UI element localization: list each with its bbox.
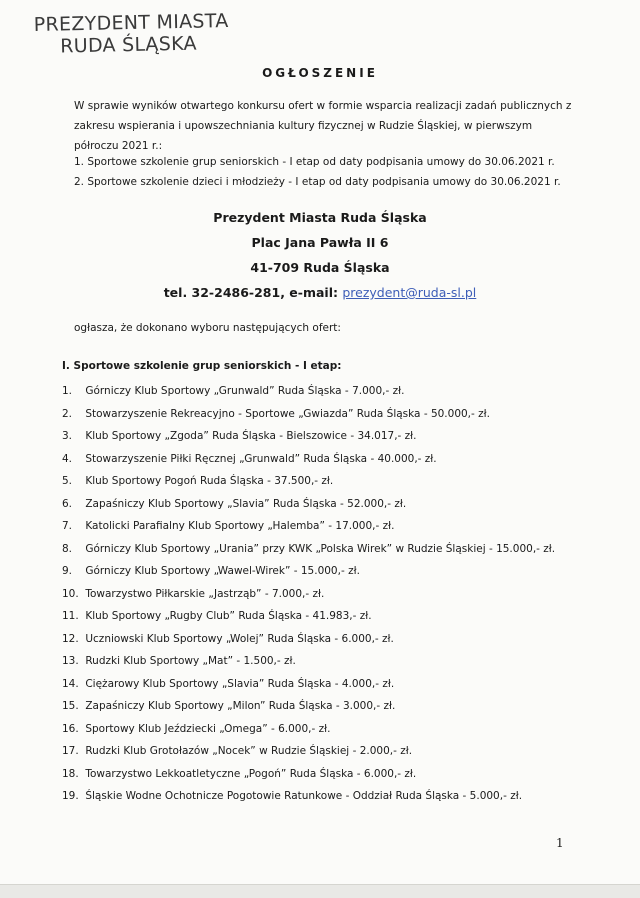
offer-item [62, 425, 555, 448]
offer-number: 10. [62, 587, 79, 600]
stamp-line-1: PREZYDENT MIASTA [33, 9, 229, 37]
offer-text: Uczniowski Klub Sportowy „Wolej” Ruda Śląska - 6.000,- zł. [85, 632, 394, 645]
offer-text: Górniczy Klub Sportowy „Wawel-Wirek” - 15.000,- zł. [85, 565, 360, 577]
offer-item [62, 470, 555, 493]
offer-item [62, 493, 555, 516]
offer-text: Towarzystwo Piłkarskie „Jastrząb” - 7.000,- zł. [85, 587, 325, 600]
offer-item [62, 673, 555, 696]
offer-item [62, 583, 555, 606]
offer-number: 15. [62, 700, 79, 712]
address-contact [0, 280, 640, 305]
scan-edge [0, 884, 640, 898]
offer-text: Towarzystwo Lekkoatletyczne „Pogoń” Ruda Śląska - 6.000,- zł. [85, 767, 417, 780]
mayor-stamp [34, 10, 230, 58]
offer-number: 1. [62, 385, 73, 397]
offer-text: Katolicki Parafialny Klub Sportowy „Halemba” - 17.000,- zł. [85, 520, 395, 532]
task-item: 1. Sportowe szkolenie grup seniorskich - I etap od daty podpisania umowy do 30.06.2021 r. [74, 156, 555, 168]
offer-number: 2. [62, 407, 73, 420]
offer-item [62, 695, 555, 718]
contact-prefix: tel. 32-2486-281, e-mail: [163, 285, 343, 300]
offer-text: Stowarzyszenie Piłki Ręcznej „Grunwald” Ruda Śląska - 40.000,- zł. [85, 452, 437, 465]
offer-text: Ciężarowy Klub Sportowy „Slavia” Ruda Śląska - 4.000,- zł. [85, 677, 395, 690]
task-list [74, 152, 561, 192]
offer-number: 8. [62, 542, 73, 555]
announce-text: ogłasza, że dokonano wyboru następujących ofert: [74, 322, 341, 334]
offer-number: 7. [62, 520, 73, 532]
offer-number: 13. [62, 655, 79, 667]
offer-item [62, 403, 555, 426]
offer-number: 11. [62, 610, 79, 622]
offer-text: Zapaśniczy Klub Sportowy „Slavia” Ruda Śląska - 52.000,- zł. [85, 497, 407, 510]
address-street: Plac Jana Pawła II 6 [251, 235, 389, 250]
offer-text: Śląskie Wodne Ochotnicze Pogotowie Ratunkowe - Oddział Ruda Śląska - 5.000,- zł. [85, 790, 523, 802]
document-title: OGŁOSZENIE [262, 66, 378, 80]
offer-number: 3. [62, 430, 73, 442]
offer-text: Klub Sportowy Pogoń Ruda Śląska - 37.500,- zł. [85, 475, 334, 487]
task-item: 2. Sportowe szkolenie dzieci i młodzieży - I etap od daty podpisania umowy do 30.06.2021 r. [74, 176, 561, 188]
offer-number: 9. [62, 565, 73, 577]
offer-list [62, 380, 555, 808]
offer-item [62, 380, 555, 403]
offer-text: Górniczy Klub Sportowy „Grunwald” Ruda Śląska - 7.000,- zł. [85, 385, 405, 397]
offer-text: Sportowy Klub Jeździecki „Omega” - 6.000,- zł. [85, 722, 331, 735]
offer-text: Stowarzyszenie Rekreacyjno - Sportowe „Gwiazda” Ruda Śląska - 50.000,- zł. [85, 407, 490, 420]
stamp-line-2: RUDA ŚLĄSKA [60, 32, 198, 58]
offer-item [62, 718, 555, 741]
offer-number: 6. [62, 497, 73, 510]
offer-number: 18. [62, 767, 79, 780]
address-city: 41-709 Ruda Śląska [250, 260, 390, 275]
offer-item [62, 515, 555, 538]
offer-number: 17. [62, 745, 79, 757]
offer-item [62, 785, 555, 808]
section-title: I. Sportowe szkolenie grup seniorskich - I etap: [62, 360, 342, 372]
intro-paragraph [74, 96, 574, 156]
offer-text: Zapaśniczy Klub Sportowy „Milon” Ruda Śląska - 3.000,- zł. [85, 700, 396, 712]
offer-number: 5. [62, 475, 73, 487]
offer-text: Górniczy Klub Sportowy „Urania” przy KWK „Polska Wirek” w Rudzie Śląskiej - 15.000,- zł. [85, 542, 556, 555]
offer-item [62, 763, 555, 786]
offer-number: 19. [62, 790, 79, 802]
offer-text: Rudzki Klub Sportowy „Mat” - 1.500,- zł. [85, 655, 296, 667]
offer-text: Rudzki Klub Grotołazów „Nocek” w Rudzie Śląskiej - 2.000,- zł. [85, 745, 413, 757]
offer-item [62, 740, 555, 763]
offer-number: 14. [62, 677, 79, 690]
offer-item [62, 650, 555, 673]
intro-text: W sprawie wyników otwartego konkursu ofert w formie wsparcia realizacji zadań publicznych z zakresu wspierania i upowszechniania kultury fizycznej w Rudzie Śląskiej, w pierwszym półroczu 2021 r.: [74, 100, 572, 152]
offer-item [62, 538, 555, 561]
offer-text: Klub Sportowy „Zgoda” Ruda Śląska - Bielszowice - 34.017,- zł. [85, 430, 417, 442]
offer-item [62, 560, 555, 583]
offer-text: Klub Sportowy „Rugby Club” Ruda Śląska - 41.983,- zł. [85, 610, 372, 622]
email-link[interactable]: prezydent@ruda-sl.pl [342, 285, 477, 300]
offer-number: 12. [62, 632, 79, 645]
address-name: Prezydent Miasta Ruda Śląska [213, 210, 427, 225]
address-block [0, 205, 640, 305]
offer-item [62, 628, 555, 651]
page-number: 1 [556, 836, 564, 850]
offer-number: 16. [62, 722, 79, 735]
offer-item [62, 605, 555, 628]
offer-number: 4. [62, 452, 73, 465]
offer-item [62, 448, 555, 471]
